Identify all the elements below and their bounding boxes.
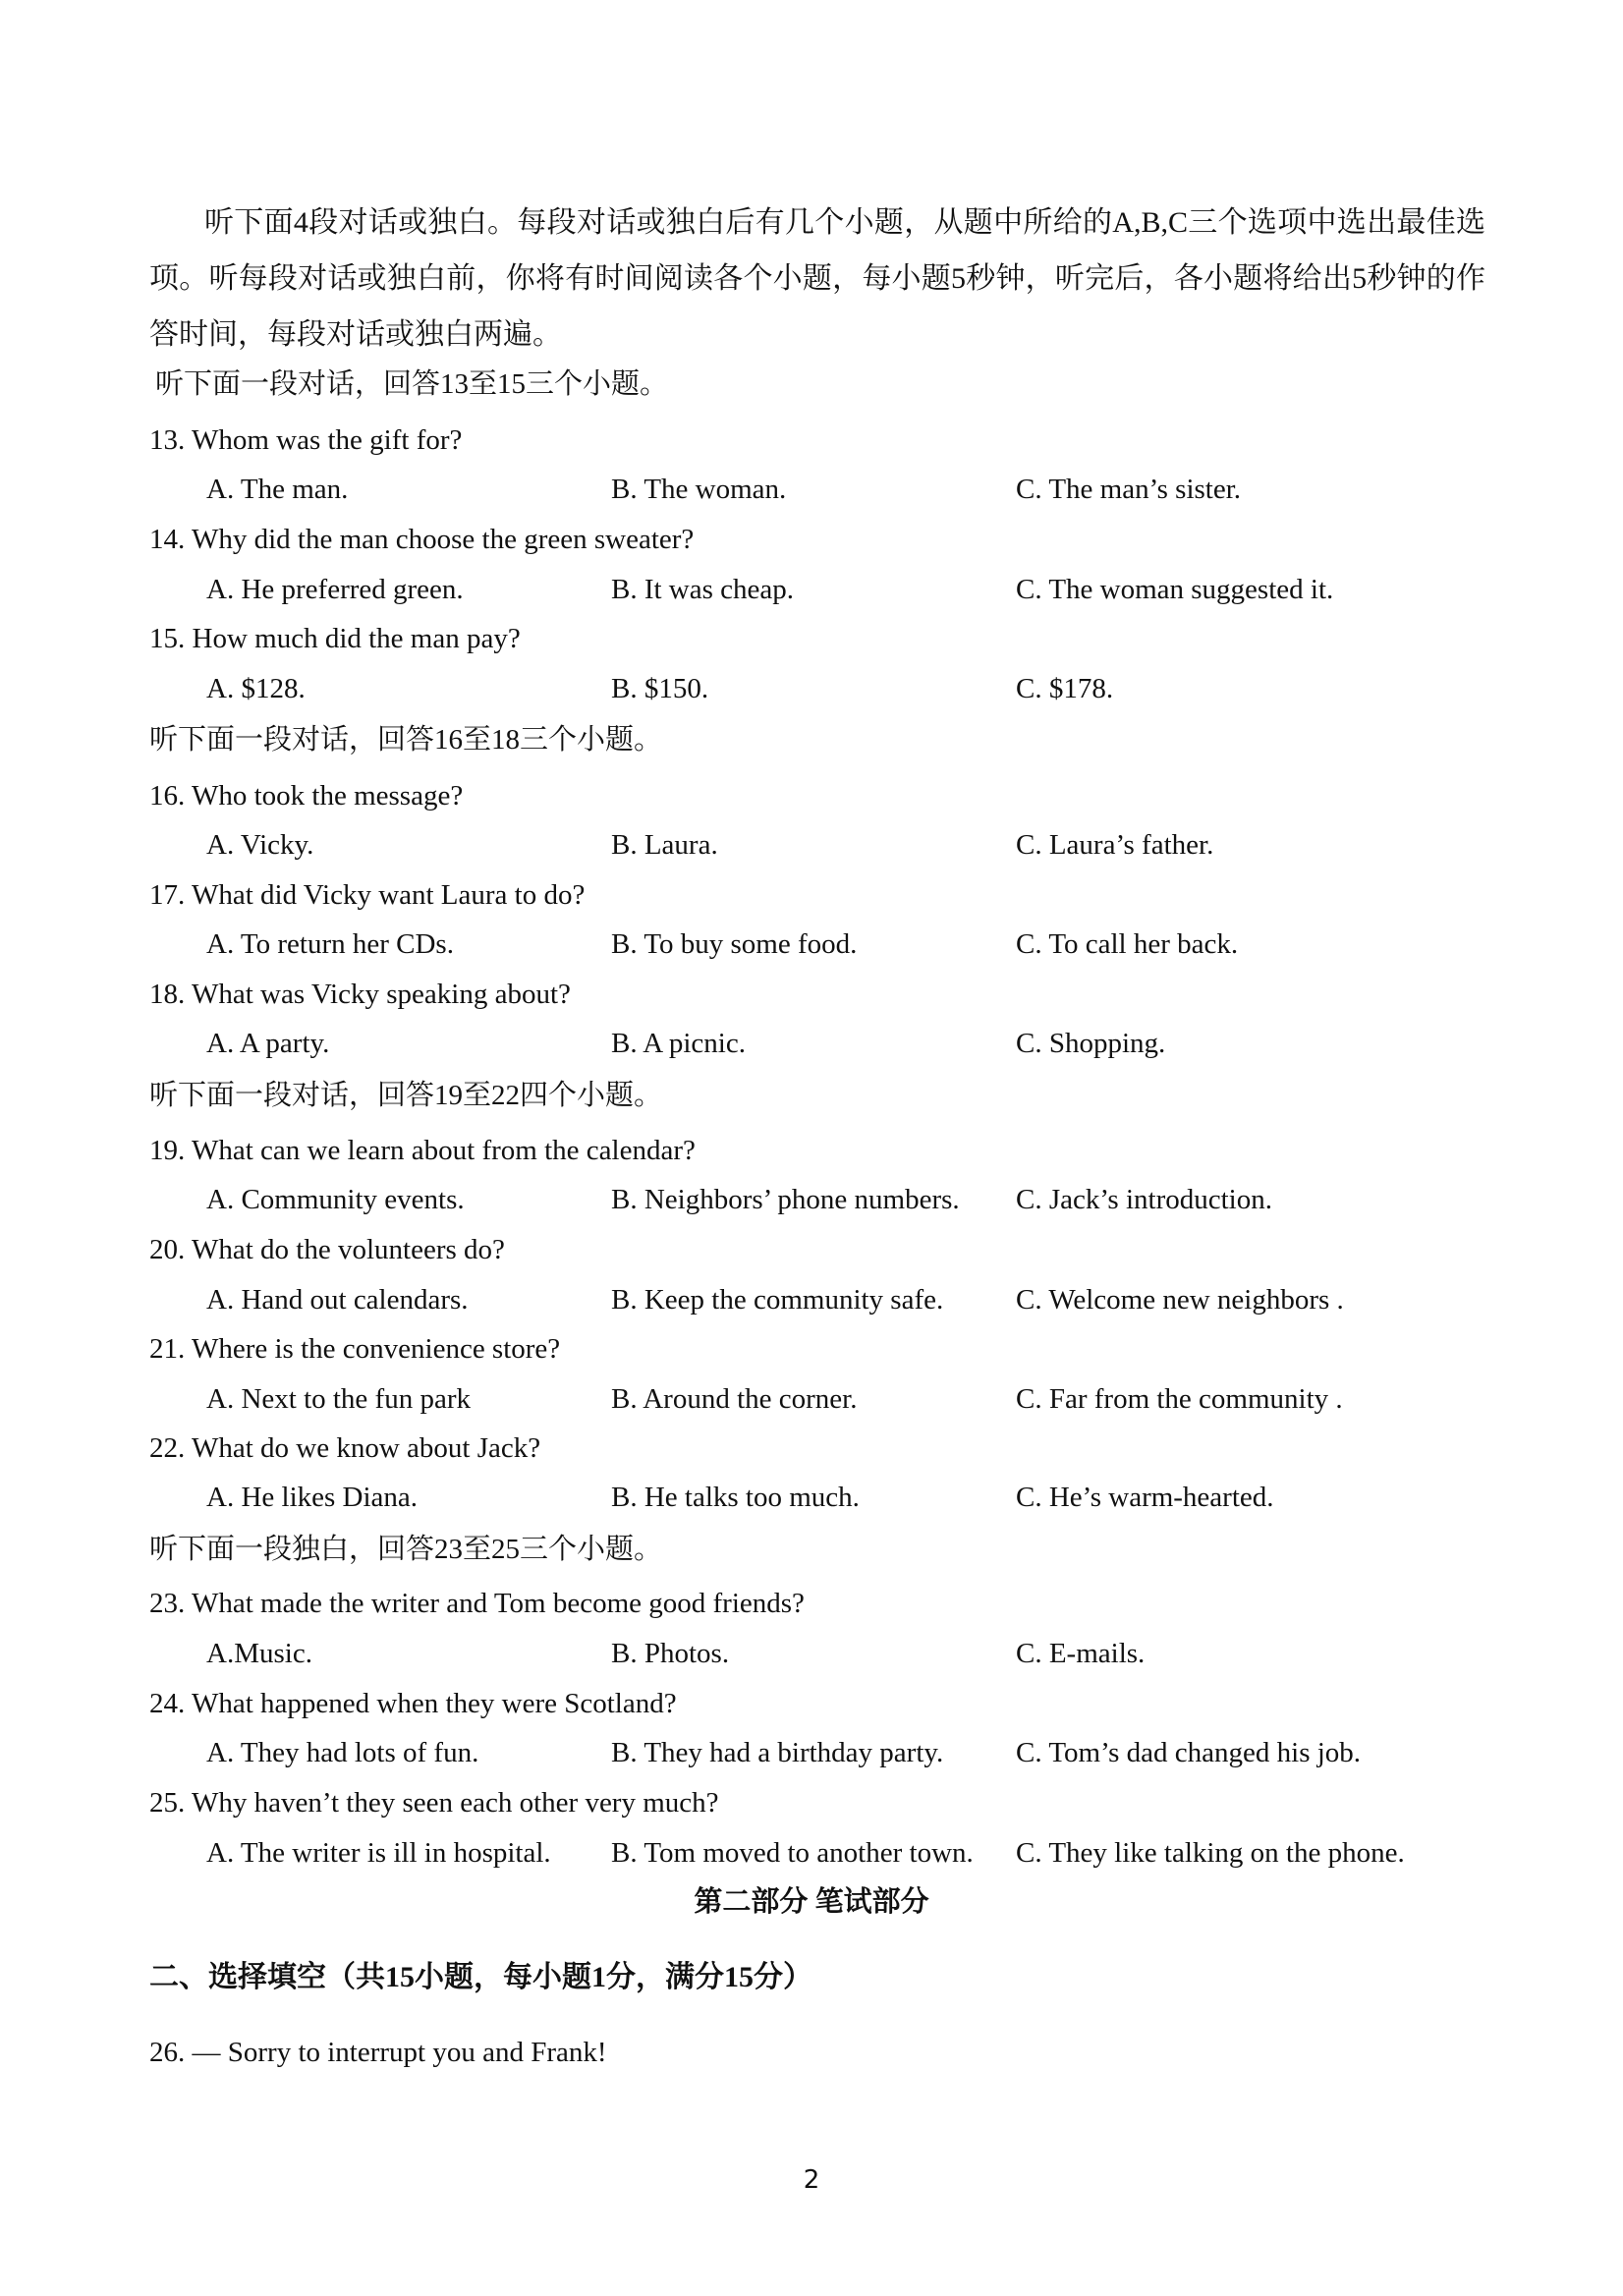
option-c: C. Welcome new neighbors . [1016,1284,1344,1316]
question-14-stem: 14. Why did the man choose the green sweater? [149,524,695,555]
option-b: B. The woman. [611,474,787,505]
option-c: C. Jack’s introduction. [1016,1184,1272,1215]
question-20-stem: 20. What do the volunteers do? [149,1234,505,1265]
option-a: A. They had lots of fun. [206,1737,479,1768]
group-prompt-13-15: 听下面一段对话，回答13至15三个小题。 [155,368,669,400]
question-13-stem: 13. Whom was the gift for? [149,424,463,456]
group-prompt-19-22: 听下面一段对话，回答19至22四个小题。 [149,1080,663,1111]
option-a: A. The man. [206,474,349,505]
option-c: C. Laura’s father. [1016,829,1214,861]
question-22-stem: 22. What do we know about Jack? [149,1432,541,1464]
option-b: B. A picnic. [611,1028,746,1059]
option-c: C. Tom’s dad changed his job. [1016,1737,1362,1768]
option-a: A.Music. [206,1638,312,1669]
option-a: A. To return her CDs. [206,928,454,960]
option-c: C. $178. [1016,673,1114,704]
option-c: C. The man’s sister. [1016,474,1242,505]
question-26-stem: 26. — Sorry to interrupt you and Frank! [149,2037,607,2068]
question-25-stem: 25. Why haven’t they seen each other very much? [149,1787,719,1819]
option-a: A. $128. [206,673,306,704]
option-b: B. Keep the community safe. [611,1284,944,1316]
option-b: B. Photos. [611,1638,730,1669]
option-c: C. Far from the community . [1016,1383,1343,1415]
group-prompt-16-18: 听下面一段对话，回答16至18三个小题。 [149,724,663,756]
question-23-stem: 23. What made the writer and Tom become good friends? [149,1588,805,1619]
option-b: B. It was cheap. [611,574,795,605]
question-24-stem: 24. What happened when they were Scotland? [149,1688,677,1719]
question-15-stem: 15. How much did the man pay? [149,623,521,654]
option-b: B. He talks too much. [611,1482,860,1513]
listening-instructions: 听下面4段对话或独白。每段对话或独白后有几个小题，从题中所给的A,B,C三个选项中选出最佳选项。听每段对话或独白前，你将有时间阅读各个小题，每小题5秒钟，听完后，各小题将给出5秒钟的作答时间，每段对话或独白两遍。 [149,206,1485,351]
option-c: C. Shopping. [1016,1028,1166,1059]
option-a: A. The writer is ill in hospital. [206,1837,551,1869]
question-21-stem: 21. Where is the convenience store? [149,1333,561,1365]
option-a: A. Community events. [206,1184,465,1215]
option-c: C. The woman suggested it. [1016,574,1334,605]
question-18-stem: 18. What was Vicky speaking about? [149,979,571,1010]
option-c: C. E-mails. [1016,1638,1146,1669]
part-title: 二、选择填空（共15小题，每小题1分，满分15分） [149,1961,812,1993]
option-a: A. A party. [206,1028,330,1059]
question-17-stem: 17. What did Vicky want Laura to do? [149,879,586,911]
option-b: B. Laura. [611,829,718,861]
option-a: A. He likes Diana. [206,1482,419,1513]
group-prompt-23-25: 听下面一段独白，回答23至25三个小题。 [149,1534,663,1565]
option-b: B. $150. [611,673,709,704]
question-19-stem: 19. What can we learn about from the calendar? [149,1135,696,1166]
option-a: A. Hand out calendars. [206,1284,469,1316]
question-16-stem: 16. Who took the message? [149,780,464,812]
option-c: C. He’s warm-hearted. [1016,1482,1274,1513]
option-a: A. He preferred green. [206,574,464,605]
option-b: B. Around the corner. [611,1383,858,1415]
section-title: 第二部分 笔试部分 [694,1886,929,1918]
option-c: C. To call her back. [1016,928,1239,960]
option-a: A. Next to the fun park [206,1383,471,1415]
option-a: A. Vicky. [206,829,314,861]
option-b: B. They had a birthday party. [611,1737,944,1768]
option-b: B. To buy some food. [611,928,858,960]
option-b: B. Neighbors’ phone numbers. [611,1184,960,1215]
page-number: 2 [803,2165,820,2195]
option-c: C. They like talking on the phone. [1016,1837,1405,1869]
option-b: B. Tom moved to another town. [611,1837,974,1869]
